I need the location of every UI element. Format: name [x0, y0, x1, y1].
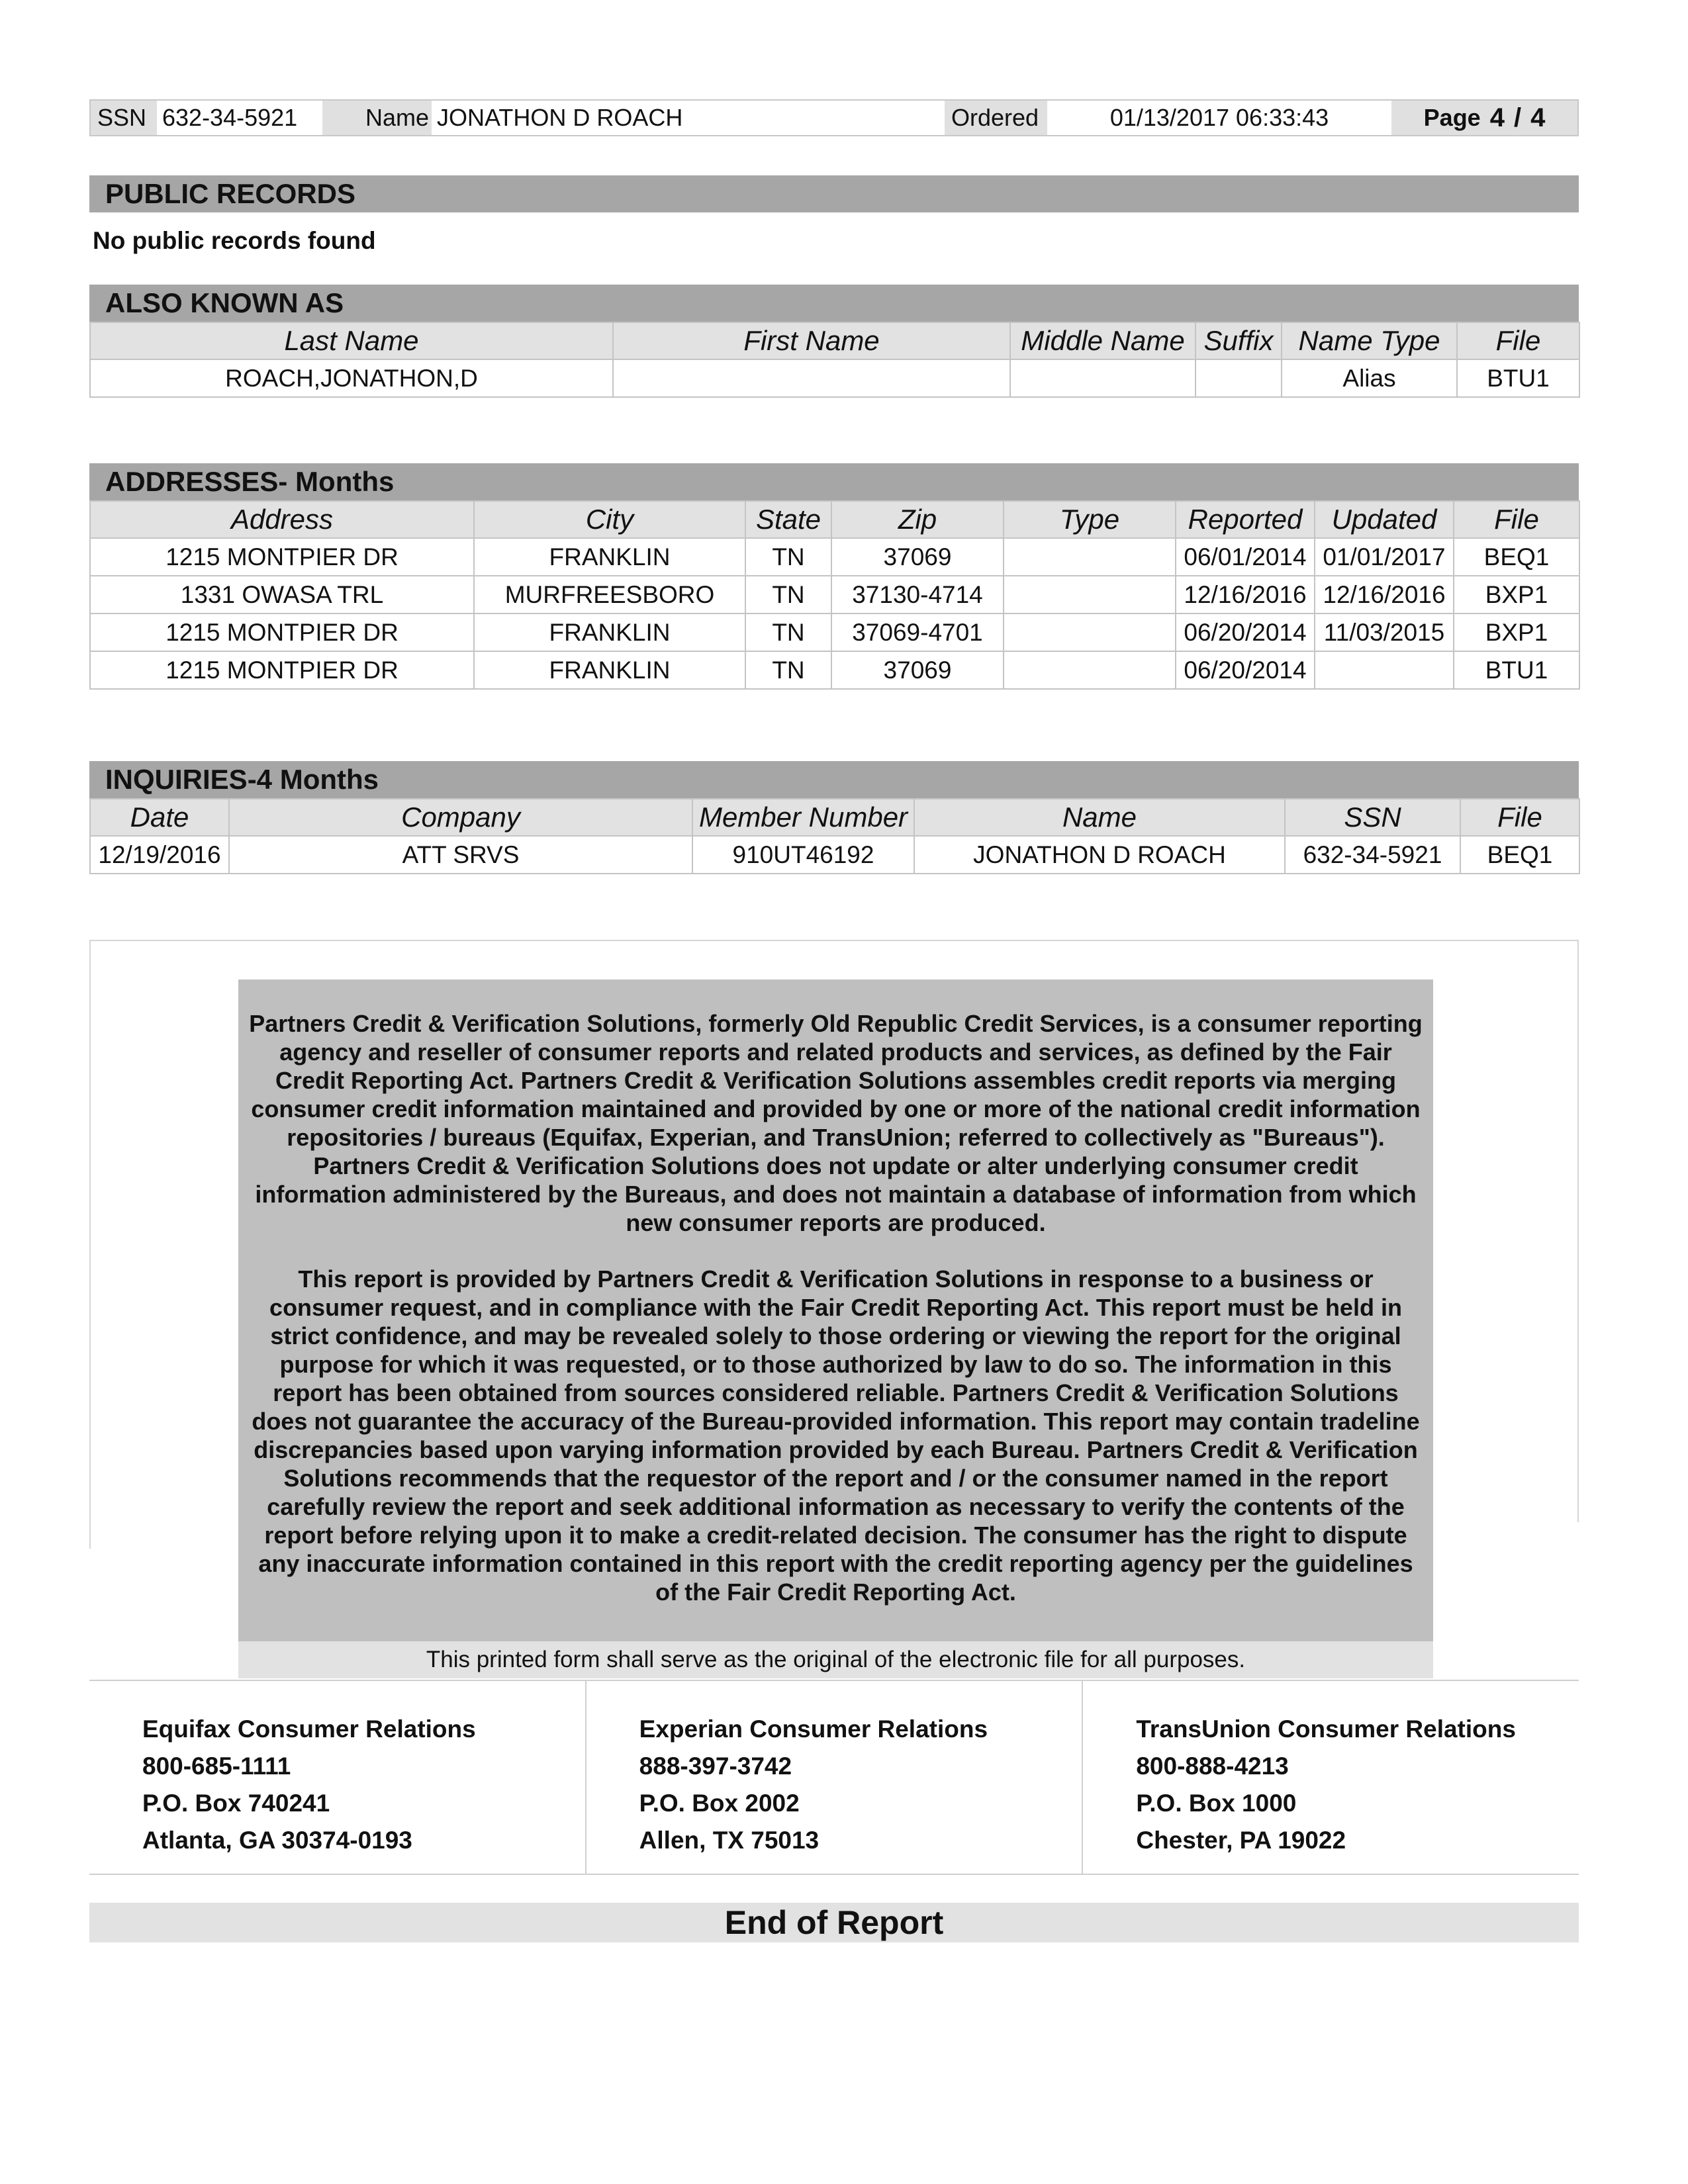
- aka-first-name: [613, 359, 1010, 397]
- aka-col-first-name: First Name: [613, 322, 1010, 359]
- inquiries-table: [89, 798, 1580, 874]
- table-row: [90, 651, 1579, 689]
- aka-col-name-type: Name Type: [1282, 322, 1457, 359]
- addr-col-zip: Zip: [831, 501, 1004, 538]
- addr-col-type: Type: [1004, 501, 1176, 538]
- bureau-contacts: [89, 1680, 1579, 1875]
- page-separator: /: [1513, 103, 1522, 132]
- addr-updated: 12/16/2016: [1315, 576, 1454, 614]
- addr-col-city: City: [474, 501, 745, 538]
- addr-state: TN: [745, 651, 831, 689]
- addr-zip: 37069-4701: [831, 614, 1004, 651]
- addr-file: BXP1: [1454, 576, 1579, 614]
- aka-suffix: [1196, 359, 1282, 397]
- disclaimer-box: [238, 979, 1433, 1641]
- page-indicator: [1391, 101, 1577, 135]
- page-total: 4: [1530, 103, 1546, 132]
- addr-city: FRANKLIN: [474, 651, 745, 689]
- public-records-message: No public records found: [93, 227, 376, 254]
- ssn-value: 632-34-5921: [162, 104, 298, 131]
- contact-experian: [585, 1681, 1082, 1874]
- inq-col-member-number: Member Number: [692, 799, 914, 836]
- aka-name-type: Alias: [1282, 359, 1457, 397]
- addr-city: FRANKLIN: [474, 614, 745, 651]
- divider: [1577, 940, 1579, 1522]
- inq-member-number: 910UT46192: [692, 836, 914, 874]
- addr-city: MURFREESBORO: [474, 576, 745, 614]
- addr-file: BEQ1: [1454, 538, 1579, 576]
- addr-col-state: State: [745, 501, 831, 538]
- name-label: Name: [322, 101, 432, 135]
- aka-col-suffix: Suffix: [1196, 322, 1282, 359]
- aka-title: ALSO KNOWN AS: [89, 285, 1579, 322]
- contact-box: P.O. Box 740241: [142, 1790, 330, 1817]
- addr-type: [1004, 614, 1176, 651]
- aka-last-name: ROACH,JONATHON,D: [90, 359, 613, 397]
- addr-state: TN: [745, 538, 831, 576]
- addr-zip: 37130-4714: [831, 576, 1004, 614]
- addr-file: BXP1: [1454, 614, 1579, 651]
- addr-reported: 06/20/2014: [1176, 614, 1315, 651]
- addr-address: 1215 MONTPIER DR: [90, 651, 474, 689]
- addr-col-address: Address: [90, 501, 474, 538]
- name-value: JONATHON D ROACH: [437, 104, 683, 131]
- aka-col-last-name: Last Name: [90, 322, 613, 359]
- addr-updated: 11/03/2015: [1315, 614, 1454, 651]
- contact-name: Equifax Consumer Relations: [142, 1715, 476, 1743]
- end-of-report: End of Report: [89, 1903, 1579, 1942]
- printed-form-note: This printed form shall serve as the original of the electronic file for all purposes.: [238, 1641, 1433, 1678]
- inq-col-name: Name: [914, 799, 1285, 836]
- contact-equifax: [89, 1681, 585, 1874]
- aka-middle-name: [1010, 359, 1196, 397]
- contact-name: TransUnion Consumer Relations: [1136, 1715, 1516, 1743]
- addr-state: TN: [745, 576, 831, 614]
- inquiries-title: INQUIRIES-4 Months: [89, 761, 1579, 798]
- table-row: [90, 359, 1579, 397]
- addr-reported: 06/01/2014: [1176, 538, 1315, 576]
- divider: [89, 940, 1579, 941]
- addr-updated: [1315, 651, 1454, 689]
- inq-company: ATT SRVS: [229, 836, 692, 874]
- addr-address: 1215 MONTPIER DR: [90, 614, 474, 651]
- disclaimer-paragraph-1: Partners Credit & Verification Solutions, formerly Old Republic Credit Services, is a consumer reporting agency and reseller of consumer reports and related products and services, as defined by the Fair Credit Reporting Act. Partners Credit & Verification Solutions assembles credit reports via merging consumer credit information maintained and provided by one or more of the national credit information repositories / bureaus (Equifax, Experian, and TransUnion; referred to collectively as "Bureaus"). Partners Credit & Verification Solutions does not update or alter underlying consumer credit information administered by the Bureaus, and does not maintain a database of information from which new consumer reports are produced.: [249, 1010, 1423, 1236]
- table-row: [90, 538, 1579, 576]
- addr-updated: 01/01/2017: [1315, 538, 1454, 576]
- public-records-section: [89, 175, 1579, 212]
- inq-name: JONATHON D ROACH: [914, 836, 1285, 874]
- aka-col-middle-name: Middle Name: [1010, 322, 1196, 359]
- ordered-value: 01/13/2017 06:33:43: [1109, 104, 1329, 131]
- addr-zip: 37069: [831, 538, 1004, 576]
- disclaimer-paragraph-2: This report is provided by Partners Credit & Verification Solutions in response to a business or consumer request, and in compliance with the Fair Credit Reporting Act. This report must be held in strict confidence, and may be revealed solely to those ordering or viewing the report for the original purpose for which it was requested, or to those authorized by law to do so. The information in this report has been obtained from sources considered reliable. Partners Credit & Verification Solutions does not guarantee the accuracy of the Bureau-provided information. This report may contain tradeline discrepancies based upon varying information provided by each Bureau. Partners Credit & Verification Solutions recommends that the requestor of the report and / or the consumer named in the report carefully review the report and seek additional information as necessary to verify the contents of the report before relying upon it to make a credit-related decision. The consumer has the right to dispute any inaccurate information contained in this report with the credit reporting agency per the guidelines of the Fair Credit Reporting Act.: [252, 1265, 1420, 1606]
- contact-box: P.O. Box 1000: [1136, 1790, 1297, 1817]
- addr-zip: 37069: [831, 651, 1004, 689]
- table-row: [90, 576, 1579, 614]
- contact-city: Atlanta, GA 30374-0193: [142, 1827, 412, 1854]
- table-row: [90, 836, 1579, 874]
- addr-col-updated: Updated: [1315, 501, 1454, 538]
- addr-city: FRANKLIN: [474, 538, 745, 576]
- inq-ssn: 632-34-5921: [1285, 836, 1460, 874]
- aka-table: [89, 322, 1580, 398]
- contact-phone: 888-397-3742: [639, 1752, 792, 1780]
- inq-file: BEQ1: [1460, 836, 1579, 874]
- addr-type: [1004, 576, 1176, 614]
- addr-state: TN: [745, 614, 831, 651]
- aka-section: [89, 285, 1579, 398]
- divider: [89, 940, 91, 1549]
- page-current: 4: [1489, 103, 1505, 132]
- inquiries-section: [89, 761, 1579, 874]
- aka-col-file: File: [1457, 322, 1579, 359]
- ssn-label: SSN: [91, 101, 157, 135]
- contact-city: Chester, PA 19022: [1136, 1827, 1346, 1854]
- addresses-section: [89, 463, 1579, 690]
- inq-col-ssn: SSN: [1285, 799, 1460, 836]
- addr-type: [1004, 651, 1176, 689]
- aka-file: BTU1: [1457, 359, 1579, 397]
- table-row: [90, 614, 1579, 651]
- addresses-title: ADDRESSES- Months: [89, 463, 1579, 500]
- inq-col-date: Date: [90, 799, 229, 836]
- contact-name: Experian Consumer Relations: [639, 1715, 988, 1743]
- contact-phone: 800-685-1111: [142, 1752, 291, 1780]
- contact-box: P.O. Box 2002: [639, 1790, 800, 1817]
- contact-city: Allen, TX 75013: [639, 1827, 820, 1854]
- inq-col-company: Company: [229, 799, 692, 836]
- ordered-label: Ordered: [945, 101, 1047, 135]
- addr-address: 1331 OWASA TRL: [90, 576, 474, 614]
- addr-reported: 12/16/2016: [1176, 576, 1315, 614]
- report-header: [89, 99, 1579, 136]
- addr-address: 1215 MONTPIER DR: [90, 538, 474, 576]
- inq-col-file: File: [1460, 799, 1579, 836]
- addr-col-file: File: [1454, 501, 1579, 538]
- public-records-title: PUBLIC RECORDS: [89, 175, 1579, 212]
- addresses-table: [89, 500, 1580, 690]
- addr-reported: 06/20/2014: [1176, 651, 1315, 689]
- inq-date: 12/19/2016: [90, 836, 229, 874]
- addr-type: [1004, 538, 1176, 576]
- contact-transunion: [1082, 1681, 1579, 1874]
- contact-phone: 800-888-4213: [1136, 1752, 1289, 1780]
- page-label: Page: [1423, 104, 1481, 131]
- addr-file: BTU1: [1454, 651, 1579, 689]
- addr-col-reported: Reported: [1176, 501, 1315, 538]
